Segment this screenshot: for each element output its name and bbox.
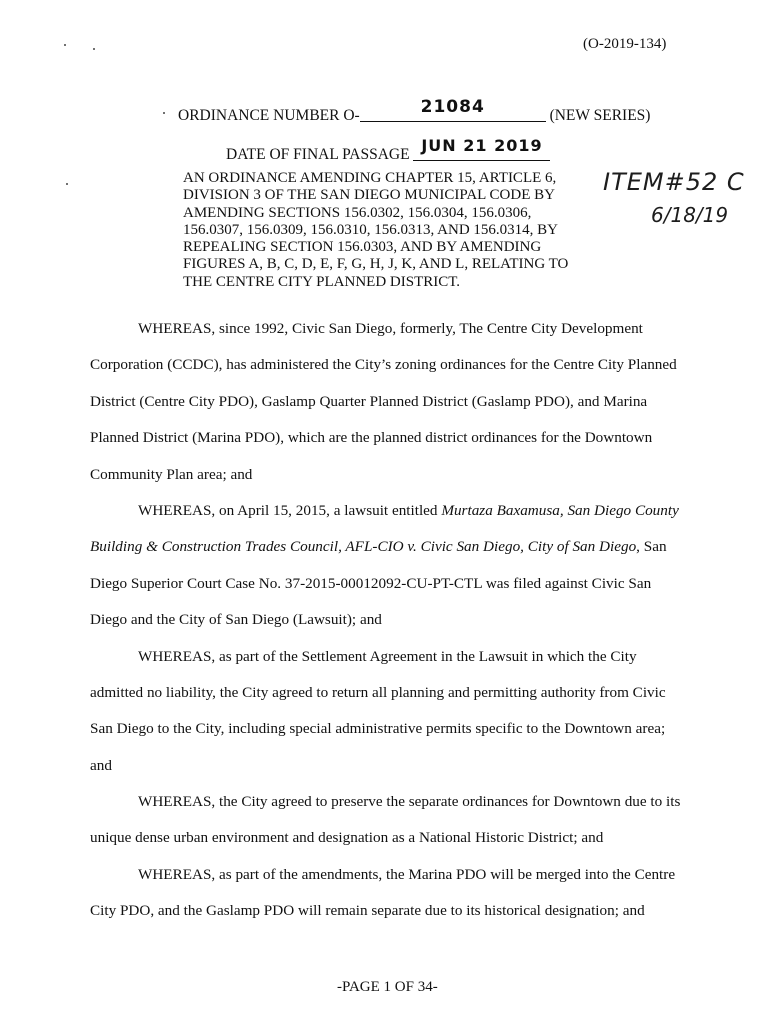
body-line [90,538,690,574]
body-line-text: WHEREAS, since 1992, Civic San Diego, formerly, The Centre City Development [138,320,643,337]
scan-speck [66,183,68,185]
body-line [90,757,690,793]
body-line [90,320,690,356]
ordinance-prefix: ORDINANCE NUMBER O- [178,107,360,124]
body-line [90,575,690,611]
title-line: 156.0307, 156.0309, 156.0310, 156.0313, AND 156.0314, BY [183,221,559,238]
title-line: DIVISION 3 OF THE SAN DIEGO MUNICIPAL CODE BY [183,187,555,204]
body-line-text: San Diego to the City, including special administrative permits specific to the Downtown area; [90,720,666,738]
title-line: THE CENTRE CITY PLANNED DISTRICT. [183,273,461,290]
ordinance-suffix: (NEW SERIES) [549,107,651,124]
date-stamp: JUN 21 2019 [421,136,543,155]
body-line-text: City PDO, and the Gaslamp PDO will remain separate due to its historical designation; and [90,902,645,920]
title-line: AN ORDINANCE AMENDING CHAPTER 15, ARTICLE 6, [183,170,557,186]
page-footer: -PAGE 1 OF 34- [337,979,438,995]
body-line-text: Diego Superior Court Case No. 37-2015-00012092-CU-PT-CTL was filed against Civic San [90,574,652,592]
document-number: (O-2019-134) [583,36,667,52]
body-line [90,829,690,865]
body-line-text: WHEREAS, as part of the amendments, the Marina PDO will be merged into the Centre [138,865,676,883]
case-name-italic: Murtaza Baxamusa, San Diego County [441,501,679,519]
body-line-text: unique dense urban environment and designation as a National Historic District; and [90,829,604,847]
title-line: REPEALING SECTION 156.0303, AND BY AMENDING [183,239,542,256]
body-line [90,684,690,720]
body-line [90,466,690,502]
body-line-text: District (Centre City PDO), Gaslamp Quarter Planned District (Gaslamp PDO), and Marina [90,392,648,410]
body-line [90,393,690,429]
ordinance-number-stamp: 21084 [420,97,485,117]
handwritten-item-note: ITEM#52 C [603,168,745,196]
body-line [90,793,690,829]
body-line [90,720,690,756]
body-line [90,902,690,938]
handwritten-date-note: 6/18/19 [651,203,729,227]
date-label: DATE OF FINAL PASSAGE [226,146,410,163]
scan-speck [163,112,165,114]
date-blank [413,136,550,161]
body-line-tail: , San [636,538,667,556]
body-line [90,429,690,465]
final-passage-date-line [226,136,550,164]
body-line [90,648,690,684]
body-line [90,356,690,392]
body-line-text: WHEREAS, on April 15, 2015, a lawsuit entitled [138,501,442,519]
title-line: AMENDING SECTIONS 156.0302, 156.0304, 156.0306, [183,204,532,221]
recitals-body [90,320,690,939]
body-line-text: and [90,756,112,774]
scan-speck [64,44,66,46]
body-line-text: Diego and the City of San Diego (Lawsuit); and [90,611,382,629]
title-line: FIGURES A, B, C, D, E, F, G, H, J, K, AND L, RELATING TO [183,256,569,273]
body-line-text: Planned District (Marina PDO), which are the planned district ordinances for the Downtown [90,429,653,447]
ordinance-number-line [178,97,651,125]
body-line-text: admitted no liability, the City agreed to return all planning and permitting authority from Civic [90,683,666,701]
body-line-text: WHEREAS, the City agreed to preserve the separate ordinances for Downtown due to its [138,793,681,811]
body-line [90,866,690,902]
body-line-text: WHEREAS, as part of the Settlement Agreement in the Lawsuit in which the City [138,647,637,665]
body-line-text: Community Plan area; and [90,465,253,483]
ordinance-title [183,170,603,291]
ordinance-number-blank [360,97,546,122]
body-line [90,611,690,647]
body-line [90,502,690,538]
case-name-italic: Building & Construction Trades Council, AFL-CIO v. Civic San Diego, City of San Diego [90,538,637,556]
scan-speck [93,48,95,50]
body-line-text: Corporation (CCDC), has administered the City’s zoning ordinances for the Centre City Planned [90,356,677,374]
